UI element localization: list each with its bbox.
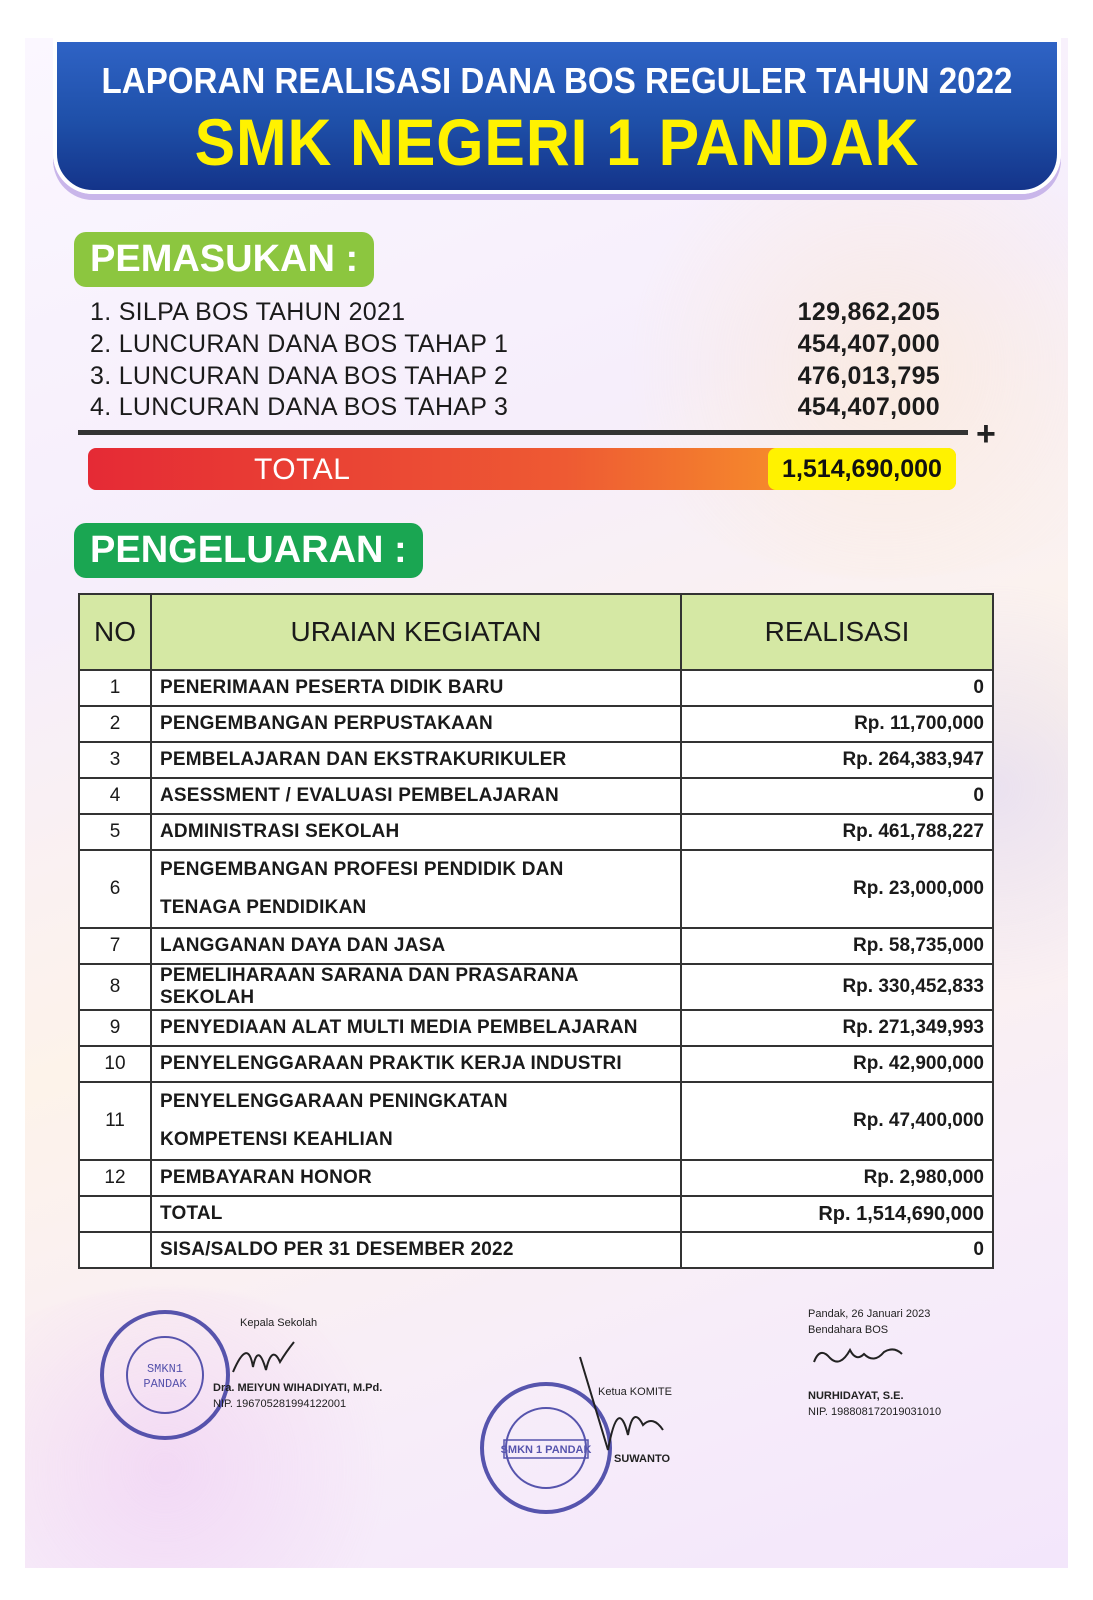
expense-heading: PENGELUARAN : (74, 523, 423, 578)
row-activity: PEMELIHARAAN SARANA DAN PRASARANA SEKOLAH (151, 964, 681, 1010)
income-row (90, 393, 940, 422)
row-amount: Rp. 461,788,227 (681, 814, 993, 850)
row-no: 5 (79, 814, 151, 850)
treasurer-role: Bendahara BOS (808, 1324, 889, 1336)
row-no: 10 (79, 1046, 151, 1082)
table-row (79, 778, 993, 814)
income-label: 1. SILPA BOS TAHUN 2021 (90, 298, 406, 326)
row-activity: PENGEMBANGAN PROFESI PENDIDIK DAN TENAGA PENDIDIKAN (151, 850, 681, 928)
treasurer-nip: NIP. 198808172019031010 (808, 1406, 942, 1418)
table-row (79, 742, 993, 778)
income-value: 129,862,205 (797, 298, 940, 326)
income-total-label: TOTAL (254, 453, 351, 486)
income-total-value: 1,514,690,000 (768, 448, 956, 490)
row-no: 12 (79, 1160, 151, 1196)
table-balance-row (79, 1232, 993, 1268)
row-no: 7 (79, 928, 151, 964)
row-no: 6 (79, 850, 151, 928)
row-activity: ADMINISTRASI SEKOLAH (151, 814, 681, 850)
table-total-row (79, 1196, 993, 1232)
income-label: 2. LUNCURAN DANA BOS TAHAP 1 (90, 330, 509, 358)
row-no: 8 (79, 964, 151, 1010)
row-no: 2 (79, 706, 151, 742)
expense-total-value: Rp. 1,514,690,000 (681, 1196, 993, 1232)
table-row (79, 1046, 993, 1082)
table-row (79, 670, 993, 706)
committee-name: SUWANTO (614, 1453, 671, 1465)
title-banner (53, 38, 1061, 194)
income-row (90, 330, 940, 359)
table-row (79, 1160, 993, 1196)
row-activity: PEMBAYARAN HONOR (151, 1160, 681, 1196)
row-activity: PENGEMBANGAN PERPUSTAKAAN (151, 706, 681, 742)
sum-divider (78, 430, 968, 435)
stamp-seal-icon (104, 1314, 226, 1436)
committee-role: Ketua KOMITE (598, 1386, 672, 1398)
table-row (79, 814, 993, 850)
income-row (90, 298, 940, 327)
row-activity: PEMBELAJARAN DAN EKSTRAKURIKULER (151, 742, 681, 778)
column-header-no: NO (79, 594, 151, 670)
svg-text:PANDAK: PANDAK (143, 1377, 187, 1391)
row-activity: LANGGANAN DAYA DAN JASA (151, 928, 681, 964)
income-value: 476,013,795 (797, 362, 940, 390)
income-total-bar (88, 448, 956, 490)
expense-table (78, 593, 994, 1269)
table-row (79, 1082, 993, 1160)
income-row (90, 362, 940, 391)
svg-text:SMKN1: SMKN1 (146, 1362, 184, 1376)
row-amount: Rp. 42,900,000 (681, 1046, 993, 1082)
column-header-activity: URAIAN KEGIATAN (151, 594, 681, 670)
row-activity: PENERIMAAN PESERTA DIDIK BARU (151, 670, 681, 706)
svg-text:SMKN 1 PANDAK: SMKN 1 PANDAK (500, 1444, 592, 1456)
expense-total-label: TOTAL (151, 1196, 681, 1232)
column-header-amount: REALISASI (681, 594, 993, 670)
row-amount: 0 (681, 670, 993, 706)
row-no (79, 1196, 151, 1232)
row-amount: Rp. 11,700,000 (681, 706, 993, 742)
row-activity: PENYELENGGARAAN PRAKTIK KERJA INDUSTRI (151, 1046, 681, 1082)
row-amount: Rp. 271,349,993 (681, 1010, 993, 1046)
income-label: 4. LUNCURAN DANA BOS TAHAP 3 (90, 393, 509, 421)
row-activity: PENYELENGGARAAN PENINGKATAN KOMPETENSI KEAHLIAN (151, 1082, 681, 1160)
row-no (79, 1232, 151, 1268)
school-name: SMK NEGERI 1 PANDAK (194, 105, 920, 179)
treasurer-signature-icon (810, 1340, 905, 1376)
committee-signature-icon (578, 1355, 671, 1465)
income-heading: PEMASUKAN : (74, 232, 374, 287)
table-row (79, 706, 993, 742)
table-row (79, 964, 993, 1010)
principal-signature-icon (228, 1332, 298, 1382)
row-amount: Rp. 58,735,000 (681, 928, 993, 964)
place-date: Pandak, 26 Januari 2023 (808, 1308, 931, 1320)
row-amount: Rp. 2,980,000 (681, 1160, 993, 1196)
report-title: LAPORAN REALISASI DANA BOS REGULER TAHUN 2022 (101, 60, 1013, 101)
table-row (79, 1010, 993, 1046)
row-no: 9 (79, 1010, 151, 1046)
plus-sign: + (976, 415, 996, 453)
table-row (79, 850, 993, 928)
row-no: 3 (79, 742, 151, 778)
row-amount: Rp. 264,383,947 (681, 742, 993, 778)
row-no: 11 (79, 1082, 151, 1160)
balance-value: 0 (681, 1232, 993, 1268)
row-amount: 0 (681, 778, 993, 814)
income-label: 3. LUNCURAN DANA BOS TAHAP 2 (90, 362, 509, 390)
treasurer-name: NURHIDAYAT, S.E. (808, 1390, 904, 1402)
table-row (79, 928, 993, 964)
row-amount: Rp. 330,452,833 (681, 964, 993, 1010)
income-value: 454,407,000 (797, 393, 940, 421)
balance-label: SISA/SALDO PER 31 DESEMBER 2022 (151, 1232, 681, 1268)
row-amount: Rp. 23,000,000 (681, 850, 993, 928)
principal-stamp (100, 1310, 230, 1440)
row-activity: PENYEDIAAN ALAT MULTI MEDIA PEMBELAJARAN (151, 1010, 681, 1046)
principal-name: Dra. MEIYUN WIHADIYATI, M.Pd. (213, 1382, 383, 1394)
row-activity: ASESSMENT / EVALUASI PEMBELAJARAN (151, 778, 681, 814)
row-no: 4 (79, 778, 151, 814)
income-value: 454,407,000 (797, 330, 940, 358)
principal-nip: NIP. 196705281994122001 (213, 1398, 347, 1410)
row-amount: Rp. 47,400,000 (681, 1082, 993, 1160)
principal-role: Kepala Sekolah (240, 1317, 318, 1329)
row-no: 1 (79, 670, 151, 706)
